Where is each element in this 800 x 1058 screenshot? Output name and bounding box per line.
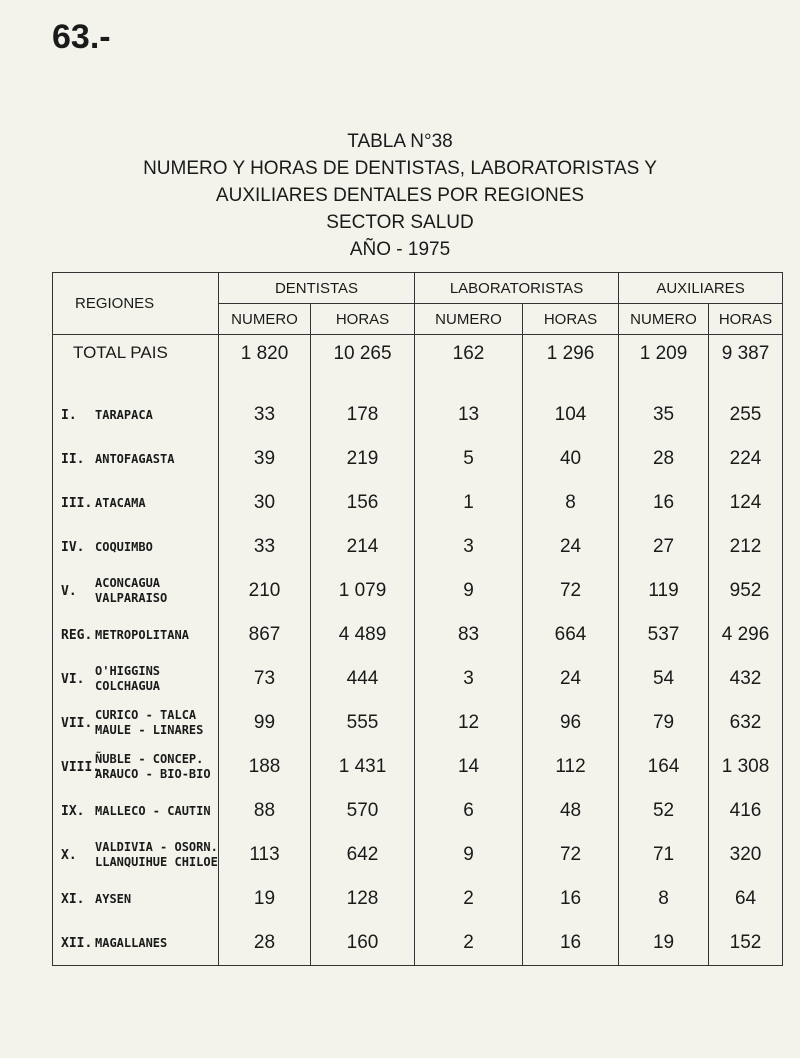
region-name-line: CURICO - TALCA [95, 708, 197, 722]
value-cell: 19 [619, 921, 709, 966]
value-cell: 160 [311, 921, 415, 966]
value-cell: 48 [523, 789, 619, 833]
total-row [53, 335, 783, 394]
value-cell: 3 [415, 657, 523, 701]
value-cell: 8 [523, 481, 619, 525]
region-name-line: MAGALLANES [95, 935, 168, 950]
table-row [53, 481, 783, 525]
region-number: VIII. [61, 759, 101, 775]
header-dentistas: DENTISTAS [219, 273, 415, 304]
region-name [95, 408, 153, 423]
value-cell: 27 [619, 525, 709, 569]
value-cell: 72 [523, 833, 619, 877]
value-cell: 96 [523, 701, 619, 745]
table-row [53, 833, 783, 877]
value-cell: 9 [415, 569, 523, 613]
value-cell: 19 [219, 877, 311, 921]
region-number: I. [61, 407, 77, 423]
table-row [53, 437, 783, 481]
region-name [95, 628, 189, 643]
region-name [95, 752, 211, 782]
region-number: IX. [61, 803, 85, 819]
region-name [95, 540, 153, 555]
value-cell: 35 [619, 393, 709, 437]
region-number: IV. [61, 539, 85, 555]
region-name-line: ACONCAGUA [95, 576, 161, 590]
total-value: 10 265 [311, 335, 415, 394]
region-name-line: TARAPACA [95, 407, 153, 422]
value-cell: 30 [219, 481, 311, 525]
value-cell: 16 [523, 921, 619, 966]
region-cell [53, 437, 219, 481]
value-cell: 555 [311, 701, 415, 745]
value-cell: 99 [219, 701, 311, 745]
region-number: REG. [61, 627, 93, 643]
table-title-cont: AUXILIARES DENTALES POR REGIONES [215, 185, 585, 206]
value-cell: 210 [219, 569, 311, 613]
region-cell [53, 613, 219, 657]
value-cell: 152 [709, 921, 783, 966]
table-title-block [0, 128, 800, 263]
value-cell: 4 296 [709, 613, 783, 657]
table-row [53, 569, 783, 613]
table-sector: SECTOR SALUD [326, 212, 474, 233]
table-row [53, 789, 783, 833]
header-horas: HORAS [523, 304, 619, 335]
value-cell: 71 [619, 833, 709, 877]
region-cell [53, 481, 219, 525]
region-name-line: COQUIMBO [95, 539, 153, 554]
total-label: TOTAL PAIS [53, 335, 219, 394]
region-name-line: O'HIGGINS [95, 664, 161, 678]
value-cell: 444 [311, 657, 415, 701]
header-numero: NUMERO [219, 304, 311, 335]
value-cell: 188 [219, 745, 311, 789]
value-cell: 5 [415, 437, 523, 481]
value-cell: 867 [219, 613, 311, 657]
header-horas: HORAS [709, 304, 783, 335]
page-number: 63.- [52, 18, 111, 56]
region-number: V. [61, 583, 77, 599]
region-number: VI. [61, 671, 85, 687]
region-cell [53, 569, 219, 613]
region-name-line: LLANQUIHUE CHILOE [95, 855, 218, 869]
header-horas: HORAS [311, 304, 415, 335]
table-row [53, 921, 783, 966]
total-value: 9 387 [709, 335, 783, 394]
table-year: AÑO - 1975 [349, 239, 451, 260]
table-row [53, 745, 783, 789]
region-name [95, 708, 203, 738]
region-name [95, 840, 218, 870]
value-cell: 16 [523, 877, 619, 921]
value-cell: 219 [311, 437, 415, 481]
data-table [52, 272, 783, 966]
region-name [95, 664, 160, 694]
value-cell: 54 [619, 657, 709, 701]
value-cell: 79 [619, 701, 709, 745]
value-cell: 33 [219, 393, 311, 437]
region-name-line: VALPARAISO [95, 591, 168, 605]
value-cell: 2 [415, 921, 523, 966]
region-name-line: ATACAMA [95, 495, 146, 510]
value-cell: 432 [709, 657, 783, 701]
value-cell: 1 [415, 481, 523, 525]
value-cell: 12 [415, 701, 523, 745]
value-cell: 214 [311, 525, 415, 569]
value-cell: 73 [219, 657, 311, 701]
region-name [95, 804, 211, 819]
header-numero: NUMERO [415, 304, 523, 335]
value-cell: 156 [311, 481, 415, 525]
value-cell: 3 [415, 525, 523, 569]
region-number: XI. [61, 891, 85, 907]
value-cell: 952 [709, 569, 783, 613]
value-cell: 112 [523, 745, 619, 789]
value-cell: 2 [415, 877, 523, 921]
value-cell: 14 [415, 745, 523, 789]
header-numero: NUMERO [619, 304, 709, 335]
value-cell: 28 [619, 437, 709, 481]
region-number: X. [61, 847, 77, 863]
header-laboratoristas: LABORATORISTAS [415, 273, 619, 304]
region-name-line: MALLECO - CAUTIN [95, 803, 211, 818]
table-title: NUMERO Y HORAS DE DENTISTAS, LABORATORISTAS Y [143, 158, 657, 179]
table-row [53, 613, 783, 657]
value-cell: 320 [709, 833, 783, 877]
value-cell: 164 [619, 745, 709, 789]
region-name-line: METROPOLITANA [95, 627, 189, 642]
region-name [95, 576, 167, 606]
value-cell: 570 [311, 789, 415, 833]
region-name-line: VALDIVIA - OSORN. [95, 840, 218, 854]
region-name-line: ARAUCO - BIO-BIO [95, 767, 211, 781]
value-cell: 212 [709, 525, 783, 569]
total-value: 162 [415, 335, 523, 394]
region-name [95, 496, 146, 511]
region-cell [53, 745, 219, 789]
region-number: VII. [61, 715, 93, 731]
region-cell [53, 789, 219, 833]
value-cell: 632 [709, 701, 783, 745]
region-name-line: ÑUBLE - CONCEP. [95, 752, 204, 766]
value-cell: 224 [709, 437, 783, 481]
value-cell: 33 [219, 525, 311, 569]
value-cell: 40 [523, 437, 619, 481]
header-auxiliares: AUXILIARES [619, 273, 783, 304]
value-cell: 1 308 [709, 745, 783, 789]
value-cell: 178 [311, 393, 415, 437]
region-cell [53, 833, 219, 877]
total-value: 1 296 [523, 335, 619, 394]
table-row [53, 393, 783, 437]
region-name-line: MAULE - LINARES [95, 723, 204, 737]
value-cell: 16 [619, 481, 709, 525]
value-cell: 83 [415, 613, 523, 657]
value-cell: 72 [523, 569, 619, 613]
region-cell [53, 657, 219, 701]
region-cell [53, 525, 219, 569]
value-cell: 128 [311, 877, 415, 921]
value-cell: 113 [219, 833, 311, 877]
value-cell: 119 [619, 569, 709, 613]
value-cell: 664 [523, 613, 619, 657]
table-number: TABLA N°38 [347, 131, 453, 152]
region-name-line: AYSEN [95, 891, 132, 906]
value-cell: 416 [709, 789, 783, 833]
value-cell: 6 [415, 789, 523, 833]
region-cell [53, 921, 219, 966]
total-value: 1 209 [619, 335, 709, 394]
region-number: XII. [61, 935, 93, 951]
table-row [53, 701, 783, 745]
value-cell: 52 [619, 789, 709, 833]
region-name [95, 936, 167, 951]
value-cell: 104 [523, 393, 619, 437]
value-cell: 13 [415, 393, 523, 437]
region-name [95, 892, 131, 907]
total-value: 1 820 [219, 335, 311, 394]
value-cell: 28 [219, 921, 311, 966]
value-cell: 1 079 [311, 569, 415, 613]
value-cell: 24 [523, 525, 619, 569]
value-cell: 39 [219, 437, 311, 481]
table-row [53, 877, 783, 921]
region-name-line: ANTOFAGASTA [95, 451, 175, 466]
value-cell: 4 489 [311, 613, 415, 657]
value-cell: 88 [219, 789, 311, 833]
region-name [95, 452, 174, 467]
region-cell [53, 877, 219, 921]
value-cell: 537 [619, 613, 709, 657]
value-cell: 1 431 [311, 745, 415, 789]
table-row [53, 525, 783, 569]
value-cell: 8 [619, 877, 709, 921]
region-cell [53, 393, 219, 437]
value-cell: 255 [709, 393, 783, 437]
value-cell: 24 [523, 657, 619, 701]
region-name-line: COLCHAGUA [95, 679, 161, 693]
table-row [53, 657, 783, 701]
value-cell: 64 [709, 877, 783, 921]
value-cell: 124 [709, 481, 783, 525]
region-cell [53, 701, 219, 745]
region-number: II. [61, 451, 85, 467]
value-cell: 642 [311, 833, 415, 877]
header-regiones: REGIONES [53, 273, 219, 335]
value-cell: 9 [415, 833, 523, 877]
region-number: III. [61, 495, 93, 511]
